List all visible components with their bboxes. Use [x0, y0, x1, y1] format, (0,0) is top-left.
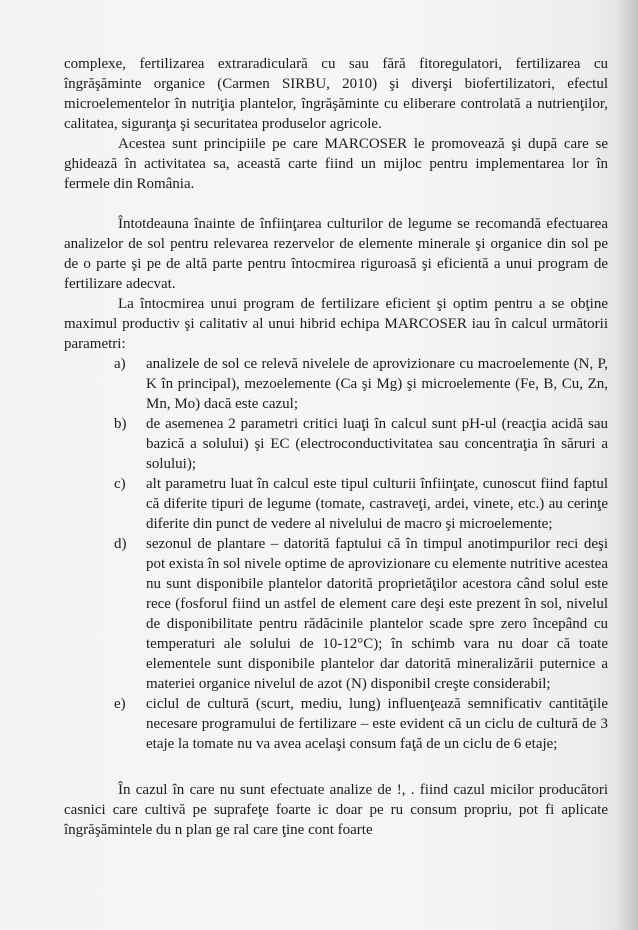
page-edge-shadow — [616, 0, 638, 930]
list-item-text: alt parametru luat în calcul este tipul culturii înfiinţate, cunoscut fiind faptul că diferite tipuri de legume (tomate, castraveţi, ardei, vinete, etc.) au cerinţe diferite din punct de vedere al nivelului de macro şi microelemente; — [146, 476, 608, 532]
list-marker: b) — [114, 416, 127, 432]
paragraph-soil-analysis: Întotdeauna înainte de înfiinţarea culturilor de legume se recomandă efectuarea analizelor de sol pentru relevarea rezervelor de elemente minerale şi organice din sol pe de o parte şi pe de altă parte pentru întocmirea riguroasă şi eficientă a unui program de fertilizare adecvat. — [64, 216, 608, 292]
list-marker: d) — [114, 536, 127, 552]
paragraph-small-producers: În cazul în care nu sunt efectuate analize de !, . fiind cazul micilor producători casnici care cultivă pe suprafeţe foarte ic doar pe ru consum propriu, pot fi aplicate îngrăşămintele du n plan ge ral care ţine cont foarte — [64, 782, 608, 838]
paragraph-fertilization-program: La întocmirea unui program de fertilizare eficient şi optim pentru a se obţine maximul productiv şi calitativ al unui hibrid echipa MARCOSER iau în calcul următorii parametri: — [64, 296, 608, 352]
paragraph-intro-continuation: complexe, fertilizarea extraradiculară cu sau fără fitoregulatori, fertilizarea cu îngrăşăminte organice (Carmen SIRBU, 2010) şi diverşi biofertilizatori, efectul microelementelor în nutriţia plantelor, îngrăşăminte cu eliberare controlată a nutrienţilor, calitatea, siguranţa şi securitatea produselor agricole. — [64, 56, 608, 132]
list-item — [114, 474, 608, 534]
list-item-text: ciclul de cultură (scurt, mediu, lung) influenţează semnificativ cantităţile necesare programului de fertilizare – este evident că un ciclu de cultură de 3 etaje la tomate nu va avea acelaşi consum faţă de un ciclu de 6 etaje; — [146, 696, 608, 752]
list-item-text: sezonul de plantare – datorită faptului că în timpul anotimpurilor reci deşi pot exista în sol nivele optime de aprovizionare cu elemente nutritive acestea nu sunt disponibile plantelor datorită proprietăţilor acestora când solul este rece (fosforul fiind un astfel de element care deşi este prezent în sol, nivelul de disponibilitate pentru rădăcinile plantelor scade spre zero începând cu temperaturi ale solului de 10-12°C); în schimb vara nu doar că toate elementele sunt disponibile plantelor dar datorită mineralizării puternice a materiei organice nivelul de azot (N) disponibil creşte considerabil; — [146, 536, 608, 692]
list-item — [114, 534, 608, 694]
list-item — [114, 414, 608, 474]
parameters-list — [64, 354, 608, 754]
list-marker: e) — [114, 696, 126, 712]
list-item — [114, 694, 608, 754]
list-item-text: de asemenea 2 parametri critici luaţi în calcul sunt pH-ul (reacţia acidă sau bazică a solului) şi EC (electroconductivitatea sau concentraţia în săruri a solului); — [146, 416, 608, 472]
paragraph-marcoser-principles: Acestea sunt principiile pe care MARCOSER le promovează şi după care se ghidează în activitatea sa, această carte fiind un mijloc pentru implementarea lor în fermele din România. — [64, 136, 608, 192]
list-marker: a) — [114, 356, 126, 372]
list-item — [114, 354, 608, 414]
list-marker: c) — [114, 476, 126, 492]
list-item-text: analizele de sol ce relevă nivelele de aprovizionare cu macroelemente (N, P, K în principal), mezoelemente (Ca şi Mg) şi microelemente (Fe, B, Cu, Zn, Mn, Mo) dacă este cazul; — [146, 356, 608, 412]
